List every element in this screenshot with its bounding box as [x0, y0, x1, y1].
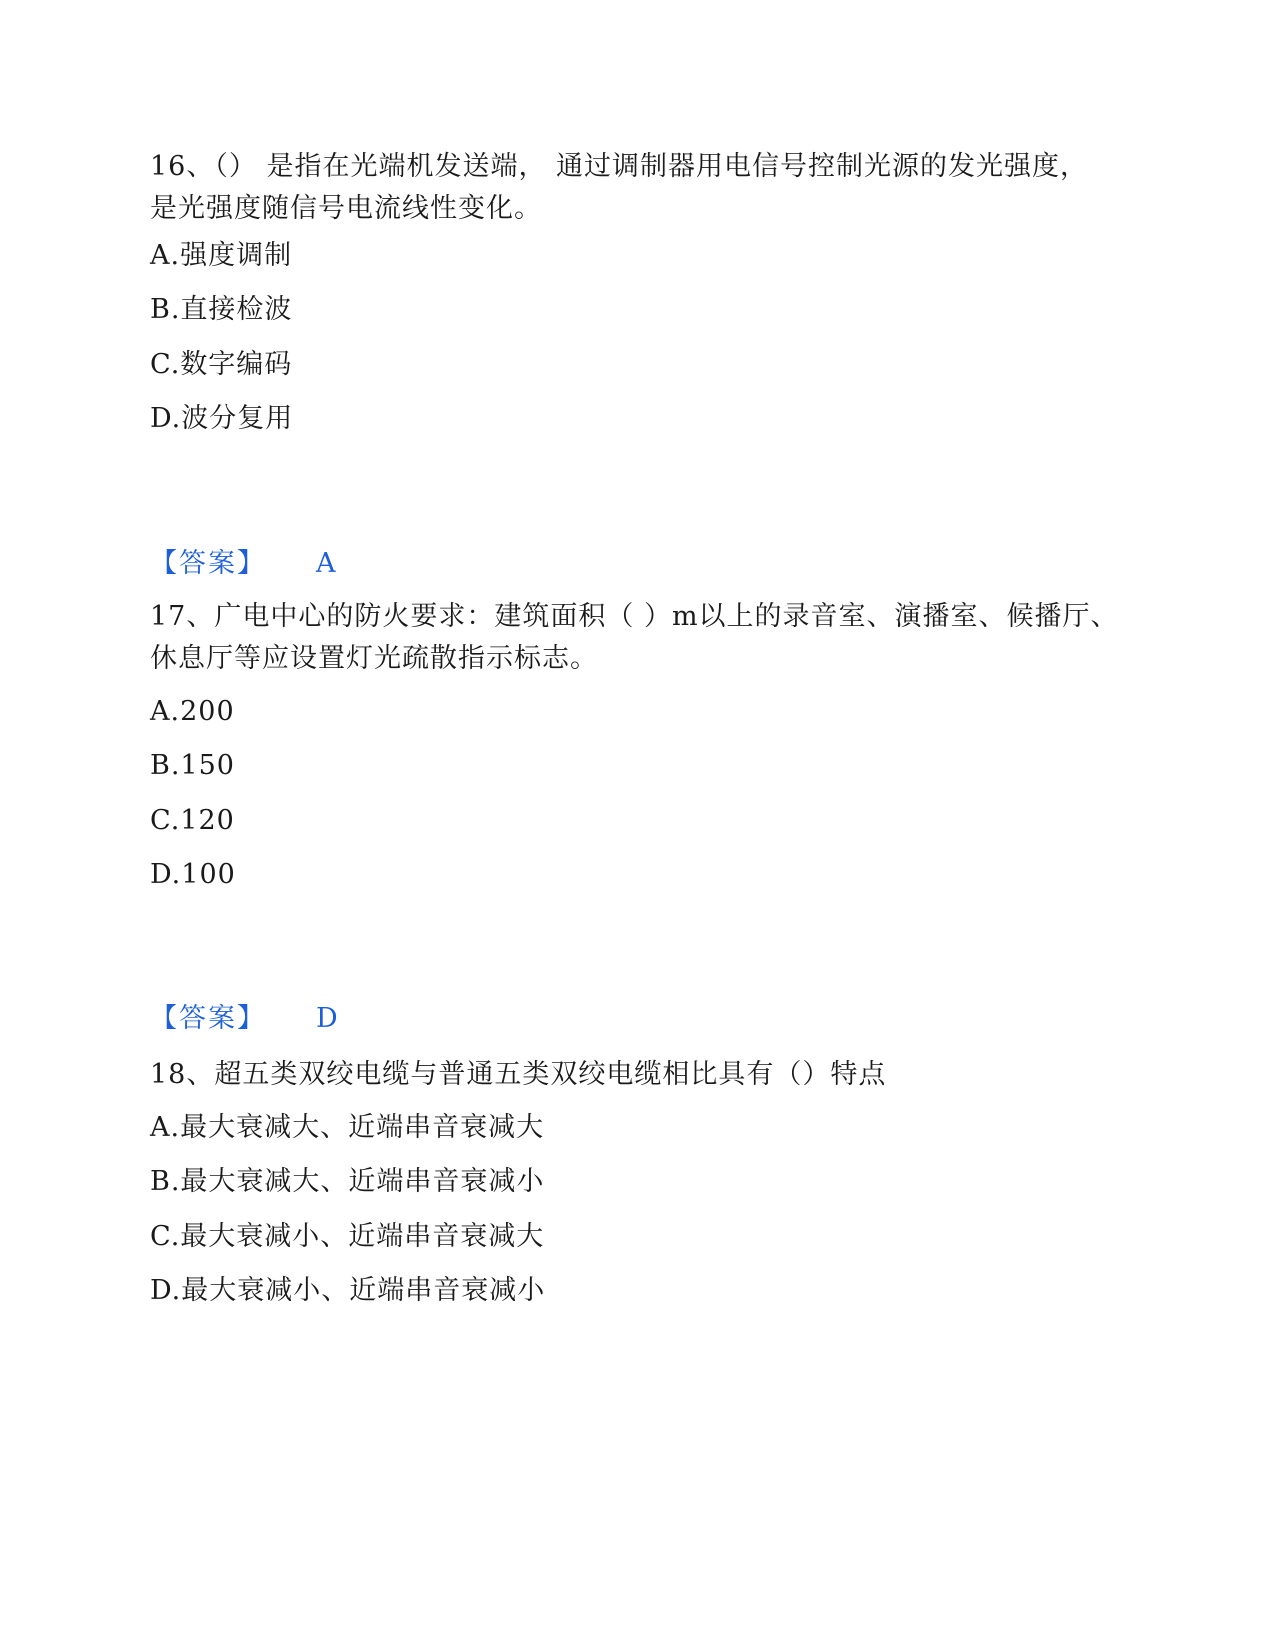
- answer-label: 【答案】: [150, 1003, 266, 1034]
- question-18-option-c: C.最大衰减小、近端串音衰减大: [150, 1221, 545, 1252]
- question-18-option-a: A.最大衰减大、近端串音衰减大: [150, 1112, 545, 1143]
- question-18-option-b: B.最大衰减大、近端串音衰减小: [150, 1166, 545, 1197]
- question-16-option-d: D.波分复用: [150, 403, 294, 434]
- answer-value: A: [316, 548, 336, 579]
- question-16-option-a: A.强度调制: [150, 240, 293, 271]
- answer-17: [150, 999, 338, 1039]
- question-17-text: 17、广电中心的防火要求：建筑面积（ ）m以上的录音室、演播室、候播厅、休息厅等应设置灯光疏散指示标志。: [150, 601, 1119, 674]
- answer-value: D: [316, 1003, 338, 1034]
- answer-16: [150, 544, 336, 584]
- question-16-option-b: B.直接检波: [150, 294, 293, 325]
- question-16-option-c: C.数字编码: [150, 349, 293, 380]
- answer-label: 【答案】: [150, 548, 266, 579]
- question-17-option-b: B.150: [150, 750, 235, 781]
- question-17-option-c: C.120: [150, 805, 235, 836]
- question-18-text: 18、超五类双绞电缆与普通五类双绞电缆相比具有（）特点: [150, 1059, 887, 1090]
- question-16-text: 16、（） 是指在光端机发送端， 通过调制器用电信号控制光源的发光强度， 是光强度随信号电流线性变化。: [150, 151, 1089, 224]
- question-17-option-a: A.200: [150, 696, 235, 727]
- question-18-option-d: D.最大衰减小、近端串音衰减小: [150, 1275, 546, 1306]
- question-17-option-d: D.100: [150, 859, 236, 890]
